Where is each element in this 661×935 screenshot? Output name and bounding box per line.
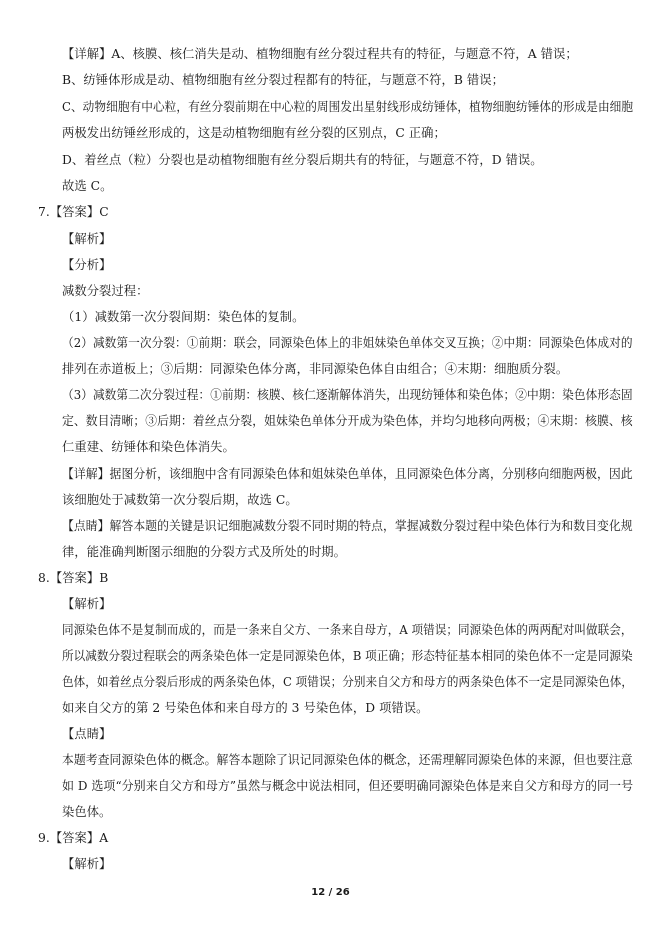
answer-heading-9: 9.【答案】A bbox=[38, 831, 109, 845]
text-line: 染色体。 bbox=[62, 805, 112, 819]
section-label: 【解析】 bbox=[62, 857, 112, 871]
text-line: （3）减数第二次分裂过程：①前期：核膜、核仁逐渐解体消失，出现纺锤体和染色体；②中期：染色体形态固 bbox=[62, 388, 633, 402]
text-line: 【详解】A、核膜、核仁消失是动、植物细胞有丝分裂过程共有的特征，与题意不符，A 错误； bbox=[62, 47, 578, 61]
answer-heading-7: 7.【答案】C bbox=[38, 205, 109, 219]
text-line: 故选 C。 bbox=[62, 179, 113, 193]
section-label: 【解析】 bbox=[62, 597, 112, 611]
text-line: 两极发出纺锤丝形成的，这是动植物细胞有丝分裂的区别点，C 正确； bbox=[62, 126, 446, 140]
text-line: 如 D 选项“分别来自父方和母方”虽然与概念中说法相同，但还要明确同源染色体是来自父方和母方的同一号 bbox=[62, 779, 634, 793]
text-line: 定、数目清晰；③后期：着丝点分裂，姐妹染色单体分开成为染色体，并均匀地移向两极；④末期：核膜、核 bbox=[62, 414, 633, 428]
answer-heading-8: 8.【答案】B bbox=[38, 571, 109, 585]
text-line: 同源染色体不是复制而成的，而是一条来自父方、一条来自母方，A 项错误；同源染色体的两两配对叫做联会， bbox=[62, 623, 633, 637]
text-line: 色体，如着丝点分裂后形成的两条染色体，C 项错误；分别来自父方和母方的两条染色体不一定是同源染色体， bbox=[62, 675, 634, 689]
text-line: 【详解】据图分析，该细胞中含有同源染色体和姐妹染色单体，且同源染色体分离，分别移向细胞两极，因此 bbox=[62, 467, 633, 481]
text-line: C、动物细胞有中心粒，有丝分裂前期在中心粒的周围发出星射线形成纺锤体，植物细胞纺锤体的形成是由细胞 bbox=[62, 100, 634, 114]
text-line: B、纺锤体形成是动、植物细胞有丝分裂过程都有的特征，与题意不符，B 错误； bbox=[62, 73, 504, 87]
section-label: 【解析】 bbox=[62, 232, 112, 246]
text-line: 仁重建、纺锤体和染色体消失。 bbox=[62, 440, 235, 454]
text-line: 【点睛】解答本题的关键是识记细胞减数分裂不同时期的特点，掌握减数分裂过程中染色体行为和数目变化规 bbox=[62, 519, 633, 533]
text-line: D、着丝点（粒）分裂也是动植物细胞有丝分裂后期共有的特征，与题意不符，D 错误。 bbox=[62, 153, 543, 167]
text-line: 律，能准确判断图示细胞的分裂方式及所处的时期。 bbox=[62, 545, 346, 559]
section-label: 【分析】 bbox=[62, 258, 112, 272]
text-line: 所以减数分裂过程联会的两条染色体一定是同源染色体，B 项正确；形态特征基本相同的染色体不一定是同源染 bbox=[62, 649, 633, 663]
text-line: 排列在赤道板上；③后期：同源染色体分离，非同源染色体自由组合；④末期：细胞质分裂。 bbox=[62, 362, 569, 376]
text-line: （2）减数第一次分裂：①前期：联会，同源染色体上的非姐妹染色单体交叉互换；②中期：同源染色体成对的 bbox=[62, 336, 633, 350]
text-line: 该细胞处于减数第一次分裂后期，故选 C。 bbox=[62, 493, 298, 507]
page-number: 12 / 26 bbox=[311, 887, 350, 898]
text-line: 本题考查同源染色体的概念。解答本题除了识记同源染色体的概念，还需理解同源染色体的来源，但也要注意 bbox=[62, 753, 633, 767]
text-line: （1）减数第一次分裂间期：染色体的复制。 bbox=[62, 310, 305, 324]
text-line: 如来自父方的第 2 号染色体和来自母方的 3 号染色体，D 项错误。 bbox=[62, 701, 429, 715]
text-line: 减数分裂过程： bbox=[62, 284, 149, 298]
section-label: 【点睛】 bbox=[62, 727, 112, 741]
